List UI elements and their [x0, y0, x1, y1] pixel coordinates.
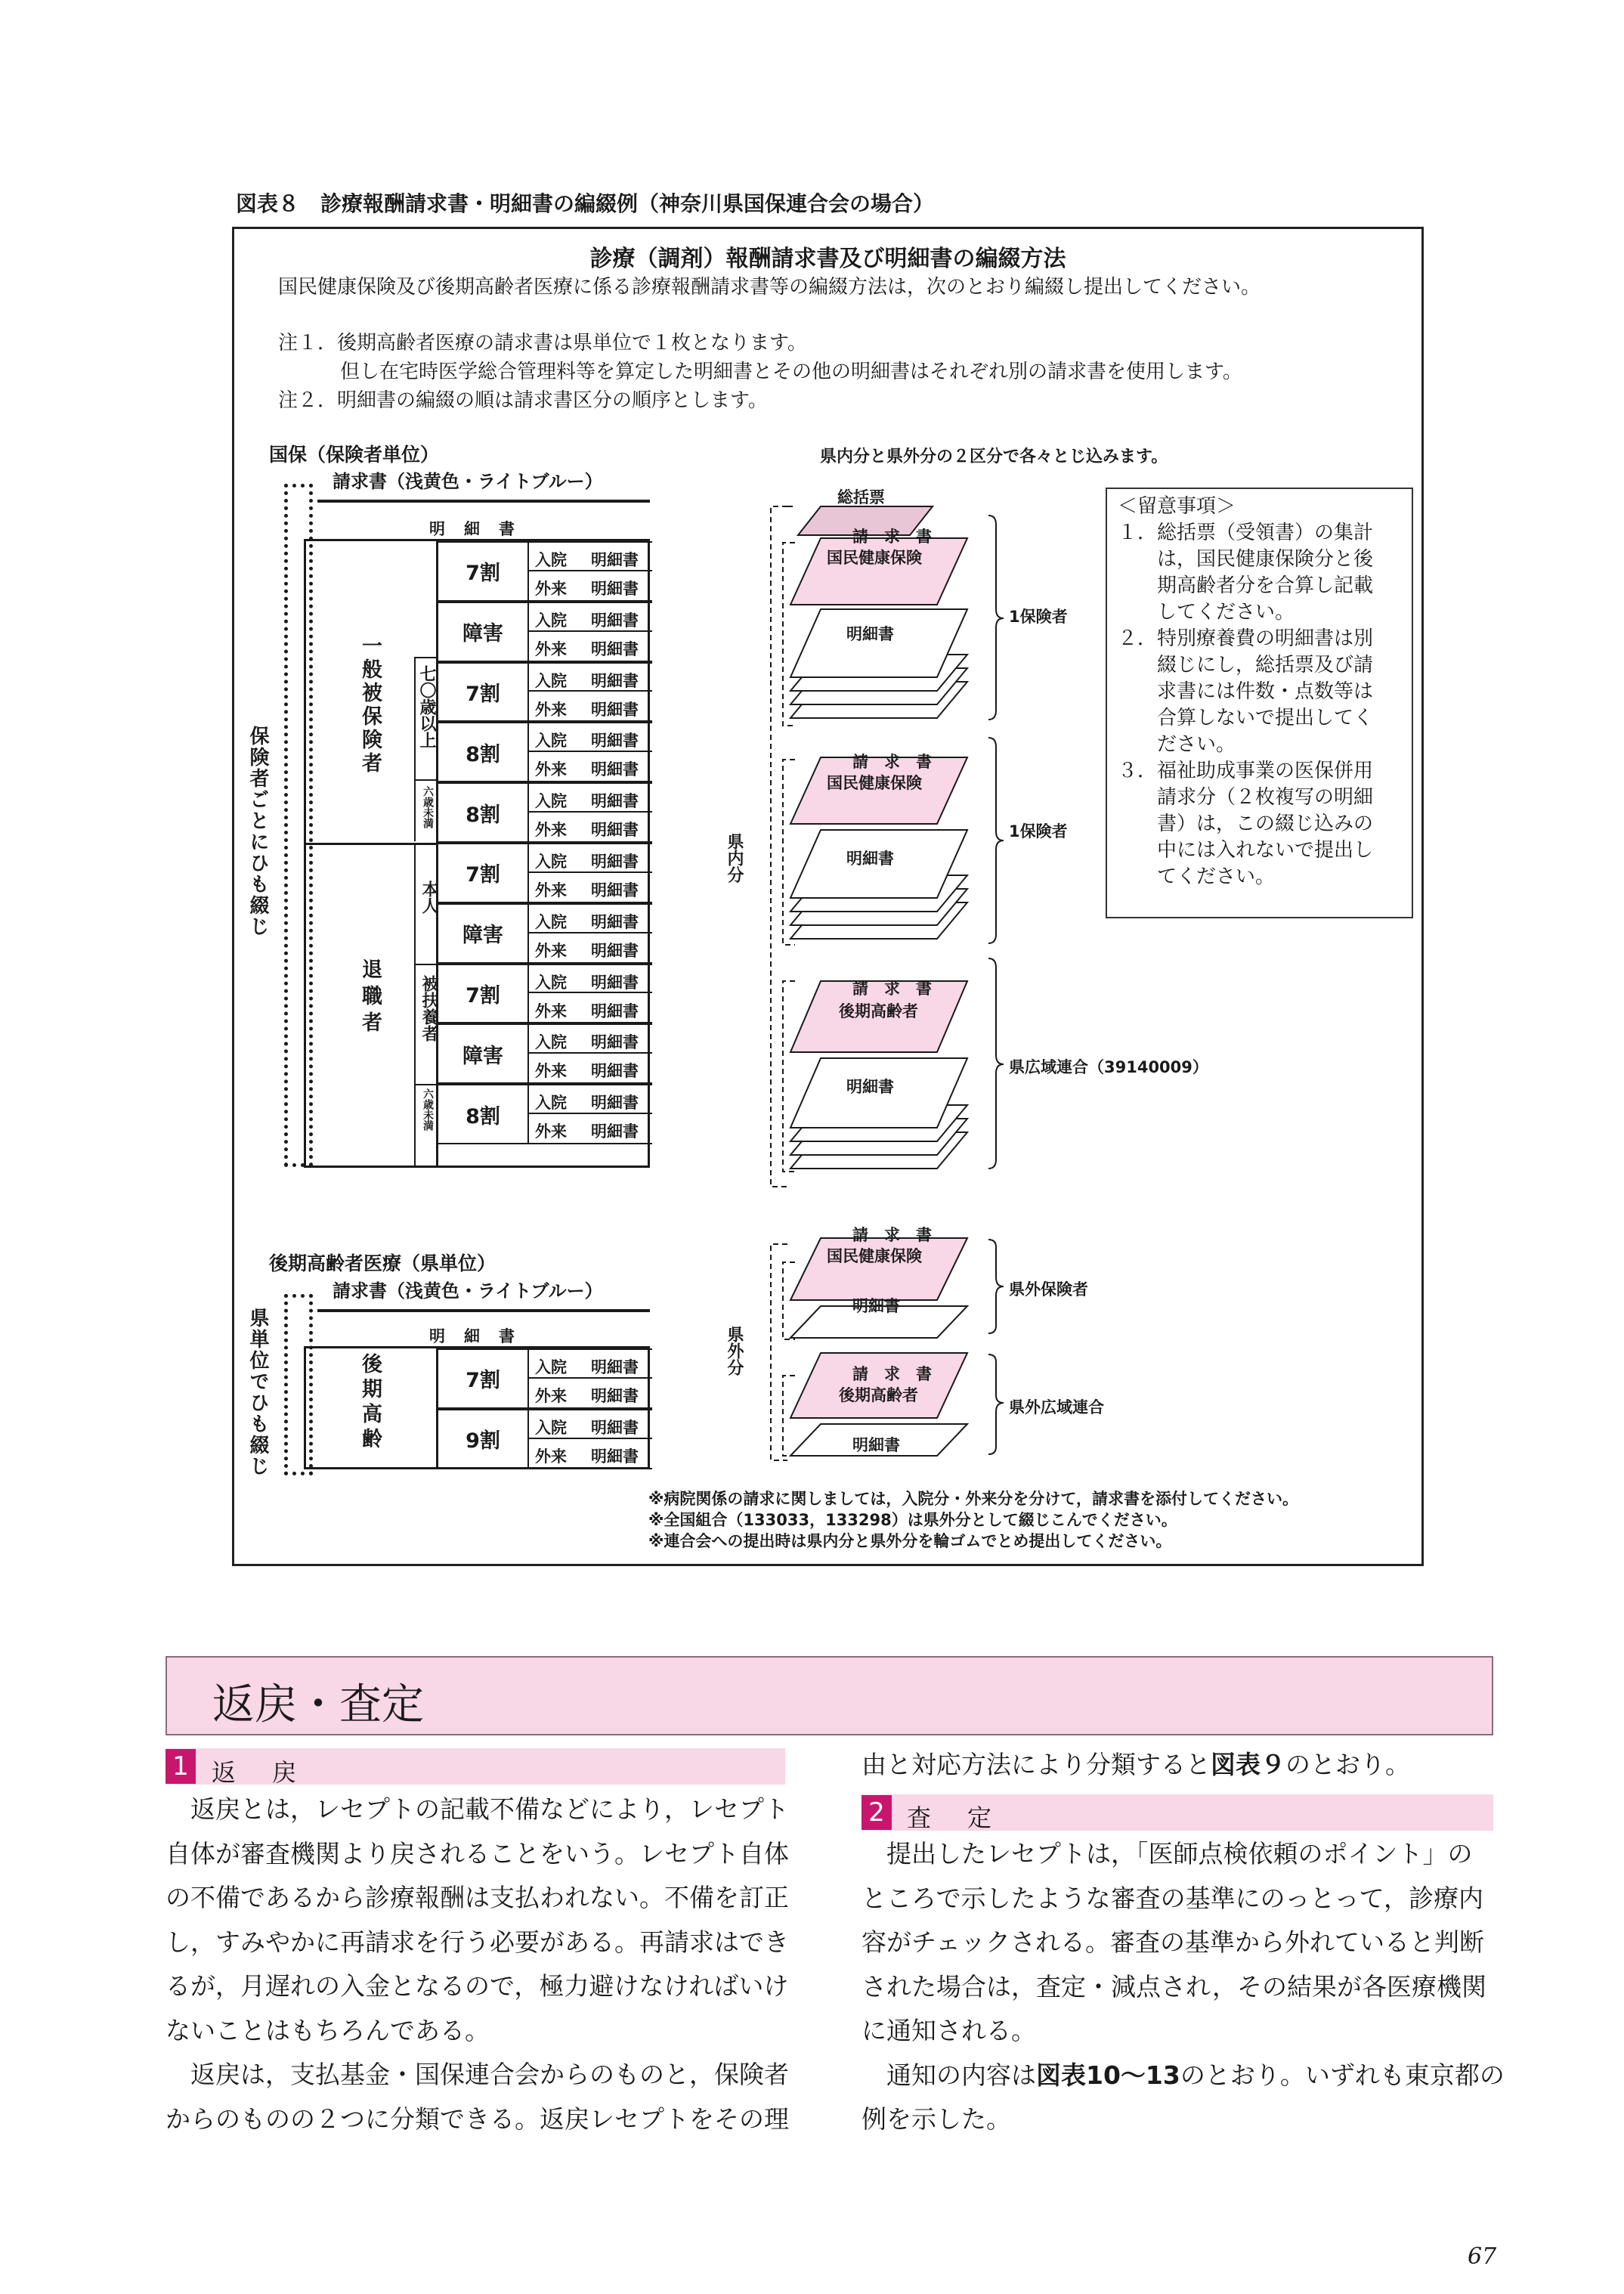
inpatient-label: 入院: [535, 611, 567, 630]
note2: 注２．明細書の編綴の順は請求書区分の順序とします。: [278, 389, 768, 412]
kengai-kouiki-label: 県外広域連合: [1009, 1398, 1104, 1416]
seikyu-label: 請 求 書: [852, 528, 932, 546]
meisai-row: [529, 722, 652, 752]
notes-line: ２．特別療養費の明細書は別: [1118, 627, 1374, 650]
page-number: 67: [1468, 2243, 1497, 2270]
kokuho-insurer-label: 国民健康保険: [827, 549, 922, 567]
meisai-row: [529, 662, 652, 692]
body-line: し，すみやかに再請求を行う必要がある。再請求はでき: [165, 1927, 789, 1957]
meisai-label: 明細書: [846, 1078, 894, 1096]
body-line: ところで示したような審査の基準にのっとって，診療内: [861, 1883, 1484, 1913]
meisai-cell: 明細書: [591, 853, 639, 871]
sub-fuyou: 被扶養者: [419, 975, 438, 1042]
sub-6-1: 六歳未満: [422, 786, 434, 828]
inpatient-label: 入院: [535, 792, 567, 811]
bottom-note-1: ※病院関係の請求に関しましては，入院分・外来分を分けて，請求書を添付してください。: [648, 1490, 1298, 1508]
meisai-cell: 明細書: [591, 639, 639, 658]
rate-cell: 9割: [438, 1409, 529, 1469]
meisai-row: [529, 1409, 652, 1439]
seikyu-label: 請 求 書: [852, 1365, 932, 1383]
meisai-row: [529, 1379, 652, 1409]
rate-cell: 障害: [438, 903, 529, 964]
note1-line1: 注１．後期高齢者医療の請求書は県単位で１枚となります。: [278, 332, 807, 354]
outpatient-label: 外来: [535, 639, 567, 658]
body-line: の不備であるから診療報酬は支払われない。不備を訂正: [165, 1883, 789, 1912]
meisai-cell: 明細書: [591, 1418, 639, 1437]
intro-text: 国民健康保険及び後期高齢者医療に係る診療報酬請求書等の編綴方法は，次のとおり編綴し提出してください。: [278, 276, 1261, 299]
body-line: 返戻は，支払基金・国保連合会からのものと，保険者: [165, 2060, 789, 2089]
meisai-cell: 明細書: [591, 1447, 639, 1466]
body-line: るが，月遅れの入金となるので，極力避けなければいけ: [165, 1971, 789, 2001]
body-line: に通知される。: [861, 2016, 1036, 2045]
kengai-label: 県外分: [725, 1326, 744, 1376]
notes-line: 求書には件数・点数等は: [1118, 680, 1374, 703]
figure-ref[interactable]: 図表９: [1211, 1750, 1285, 1779]
body-text: のとおり。: [1285, 1750, 1410, 1779]
meisai-row: [529, 873, 652, 903]
meisai-label: 明細書: [846, 625, 894, 643]
meisai-cell: 明細書: [591, 821, 639, 840]
kouki-label: 後期高齢者医療（県単位）: [269, 1252, 496, 1274]
rate-cell: 8割: [438, 722, 529, 782]
meisai-row: [529, 964, 652, 994]
right-column-text: [861, 1832, 1505, 2142]
rate-cell: 8割: [438, 1084, 529, 1144]
kouki-side-label: 県単位でひも綴じ: [246, 1308, 269, 1477]
kokuho-insurer-label: 国民健康保険: [827, 774, 922, 792]
meisai-row: [529, 933, 652, 964]
subheading-title-2: 査 定: [907, 1803, 998, 1832]
meisai-row: [529, 541, 652, 571]
meisai-cell: 明細書: [591, 881, 639, 899]
body-line: ないことはもちろんである。: [165, 2015, 490, 2045]
meisai-cell: 明細書: [591, 551, 639, 569]
left-column-text: [165, 1788, 800, 2141]
meisai-cell: 明細書: [591, 611, 639, 630]
meisai-cell: 明細書: [591, 1033, 639, 1052]
inpatient-label: 入院: [535, 912, 567, 931]
body-line: 例を示した。: [861, 2104, 1011, 2134]
outpatient-label: 外来: [535, 821, 567, 840]
rate-cell: 障害: [438, 1023, 529, 1084]
meisai-cell: 明細書: [591, 1094, 639, 1113]
meisai-row: [529, 1439, 652, 1469]
meisai-row: [529, 602, 652, 632]
outpatient-label: 外来: [535, 700, 567, 719]
notes-line: してください。: [1118, 601, 1295, 624]
meisai-cell: 明細書: [591, 760, 639, 779]
outpatient-label: 外来: [535, 1386, 567, 1405]
soukatsu-label: 総括票: [837, 488, 885, 506]
sub-6-2: 六歳未満: [422, 1088, 434, 1131]
notes-line: 期高齢者分を合算し記載: [1118, 574, 1374, 597]
rate-cell: 8割: [438, 782, 529, 843]
body-line: からのものの２つに分類できる。返戻レセプトをその理: [165, 2104, 789, 2134]
notes-line: ３．福祉助成事業の医保併用: [1118, 760, 1374, 782]
meisai-label: 明細書: [852, 1297, 900, 1315]
body-line: された場合は，査定・減点され，その結果が各医療機関: [861, 1971, 1486, 2001]
section-heading-band: [165, 1656, 1493, 1735]
meisai-cell: 明細書: [591, 912, 639, 931]
body-text: 通知の内容は: [861, 2060, 1036, 2090]
meisai-row: [529, 1084, 652, 1114]
inpatient-label: 入院: [535, 551, 567, 569]
bottom-note-3: ※連合会への提出時は県内分と県外分を輪ゴムでとめ提出してください。: [648, 1532, 1172, 1550]
body-text: のとおり。いずれも東京都の: [1180, 2060, 1505, 2090]
meisai-row: [529, 782, 652, 813]
inpatient-label: 入院: [535, 1418, 567, 1437]
notes-line: 合算しないで提出してく: [1118, 707, 1374, 729]
hokensha-label-1: 1保険者: [1009, 608, 1068, 626]
rate-cell: 障害: [438, 602, 529, 662]
figure-ref[interactable]: 図表10〜13: [1036, 2060, 1180, 2090]
meisai-cell: 明細書: [591, 792, 639, 811]
outpatient-label: 外来: [535, 1447, 567, 1466]
kouki-insurer-label: 後期高齢者: [839, 1002, 918, 1020]
right-col-line0: [861, 1743, 1410, 1788]
meisai-row: [529, 903, 652, 933]
inpatient-label: 入院: [535, 1094, 567, 1113]
outpatient-label: 外来: [535, 760, 567, 779]
kennai-label: 県内分: [725, 833, 744, 883]
outpatient-label: 外来: [535, 881, 567, 899]
group-taishoku: 退職者: [358, 958, 382, 1038]
kengai-hokensha-label: 県外保険者: [1009, 1280, 1088, 1299]
rate-cell: 7割: [438, 964, 529, 1024]
outpatient-label: 外来: [535, 1001, 567, 1020]
meisai-label: 明細書: [852, 1436, 900, 1454]
sub-divider: [414, 779, 438, 781]
seikyu-label: 請 求 書: [852, 753, 932, 771]
subheading-title-1: 返 戻: [212, 1758, 303, 1787]
inpatient-label: 入院: [535, 1358, 567, 1376]
body-line: 容がチェックされる。審査の基準から外れていると判断: [861, 1927, 1485, 1957]
meisai-cell: 明細書: [591, 973, 639, 992]
kouiki-label: 県広域連合（39140009）: [1009, 1058, 1208, 1076]
rate-cell: 7割: [438, 541, 529, 602]
binding-side-label: 保険者ごとにひも綴じ: [246, 726, 269, 937]
meisai-cell: 明細書: [591, 579, 639, 598]
meisai-header: 明 細 書: [429, 520, 516, 538]
seikyu-rule: [317, 500, 650, 503]
notes-title: ＜留意事項＞: [1118, 495, 1236, 518]
notes-line: 書）は，この綴じ込みの: [1118, 813, 1374, 835]
inpatient-label: 入院: [535, 671, 567, 690]
meisai-row: [529, 1054, 652, 1084]
section-title: 返戻・査定: [212, 1680, 424, 1729]
notes-line: ださい。: [1118, 733, 1236, 756]
hokensha-label-2: 1保険者: [1009, 822, 1068, 841]
meisai-row: [529, 571, 652, 602]
notes-line: 請求分（２枚複写の明細: [1118, 786, 1374, 809]
inpatient-label: 入院: [535, 1033, 567, 1052]
outpatient-label: 外来: [535, 579, 567, 598]
meisai-row: [529, 994, 652, 1024]
seikyu-label: 請 求 書: [852, 1226, 932, 1244]
rate-cell: 7割: [438, 662, 529, 723]
notes-line: 綴じにし，総括票及び請: [1118, 654, 1374, 676]
group-ippan: 一般被保険者: [358, 635, 382, 776]
meisai-row: [529, 692, 652, 723]
seikyu-rule: [317, 1309, 650, 1312]
notes-line: １．総括票（受領書）の集計: [1118, 522, 1374, 544]
kokuho-label: 国保（保険者単位）: [269, 444, 440, 466]
group-kouki: 後期高齢: [358, 1353, 382, 1453]
bottom-note-2: ※全国組合（133033，133298）は県外分として綴じこんでください。: [648, 1511, 1177, 1529]
meisai-row: [529, 843, 652, 873]
meisai-cell: 明細書: [591, 1358, 639, 1376]
inpatient-label: 入院: [535, 853, 567, 871]
meisai-cell: 明細書: [591, 1386, 639, 1405]
inpatient-label: 入院: [535, 732, 567, 751]
notes-line: てください。: [1118, 865, 1276, 888]
sub-70: 七〇歳以上: [417, 665, 436, 748]
meisai-cell: 明細書: [591, 1122, 639, 1141]
right-header: 県内分と県外分の２区分で各々とじ込みます。: [820, 447, 1168, 466]
outpatient-label: 外来: [535, 1062, 567, 1081]
sub-divider: [414, 964, 438, 965]
meisai-row: [529, 1114, 652, 1144]
figure-caption: 図表８ 診療報酬請求書・明細書の編綴例（神奈川県国保連合会の場合）: [236, 191, 935, 216]
notes-line: は，国民健康保険分と後: [1118, 548, 1374, 571]
figure-title: 診療（調剤）報酬請求書及び明細書の編綴方法: [589, 246, 1066, 272]
kokuho-insurer-label: 国民健康保険: [827, 1247, 922, 1265]
subheading-number-2: 2: [861, 1795, 892, 1830]
subheading-number-1: 1: [165, 1749, 196, 1784]
kouki-meisai-header: 明 細 書: [429, 1327, 516, 1345]
outpatient-label: 外来: [535, 941, 567, 960]
rate-cell: 7割: [438, 843, 529, 903]
kokuho-seikyu-label: 請求書（浅黄色・ライトブルー）: [333, 471, 603, 492]
notes-line: 中には入れないで提出し: [1118, 839, 1374, 862]
note1-line2: 但し在宅時医学総合管理料等を算定した明細書とその他の明細書はそれぞれ別の請求書を使用します。: [340, 361, 1242, 383]
inpatient-label: 入院: [535, 973, 567, 992]
meisai-row: [529, 752, 652, 782]
kouki-seikyu-label: 請求書（浅黄色・ライトブルー）: [333, 1280, 603, 1302]
rate-cell: 7割: [438, 1348, 529, 1409]
body-text: 由と対応方法により分類すると: [861, 1750, 1211, 1779]
sub-divider: [414, 1084, 438, 1085]
notes-box: [1106, 488, 1413, 918]
meisai-row: [529, 1348, 652, 1379]
kouki-insurer-label: 後期高齢者: [839, 1386, 918, 1404]
meisai-row: [529, 1023, 652, 1054]
body-line: 返戻とは，レセプトの記載不備などにより，レセプト: [165, 1794, 789, 1824]
meisai-cell: 明細書: [591, 1062, 639, 1081]
meisai-cell: 明細書: [591, 671, 639, 690]
sub-honnin: 本人: [419, 881, 438, 914]
outpatient-label: 外来: [535, 1122, 567, 1141]
meisai-cell: 明細書: [591, 941, 639, 960]
body-line: [861, 2054, 1505, 2098]
body-line: 提出したレセプトは，「医師点検依頼のポイント」の: [861, 1839, 1473, 1868]
meisai-label: 明細書: [846, 850, 894, 868]
meisai-row: [529, 632, 652, 662]
meisai-cell: 明細書: [591, 732, 639, 751]
meisai-cell: 明細書: [591, 700, 639, 719]
seikyu-label: 請 求 書: [852, 980, 932, 998]
body-line: 自体が審査機関より戻されることをいう。レセプト自体: [165, 1838, 789, 1868]
meisai-cell: 明細書: [591, 1001, 639, 1020]
meisai-row: [529, 813, 652, 843]
